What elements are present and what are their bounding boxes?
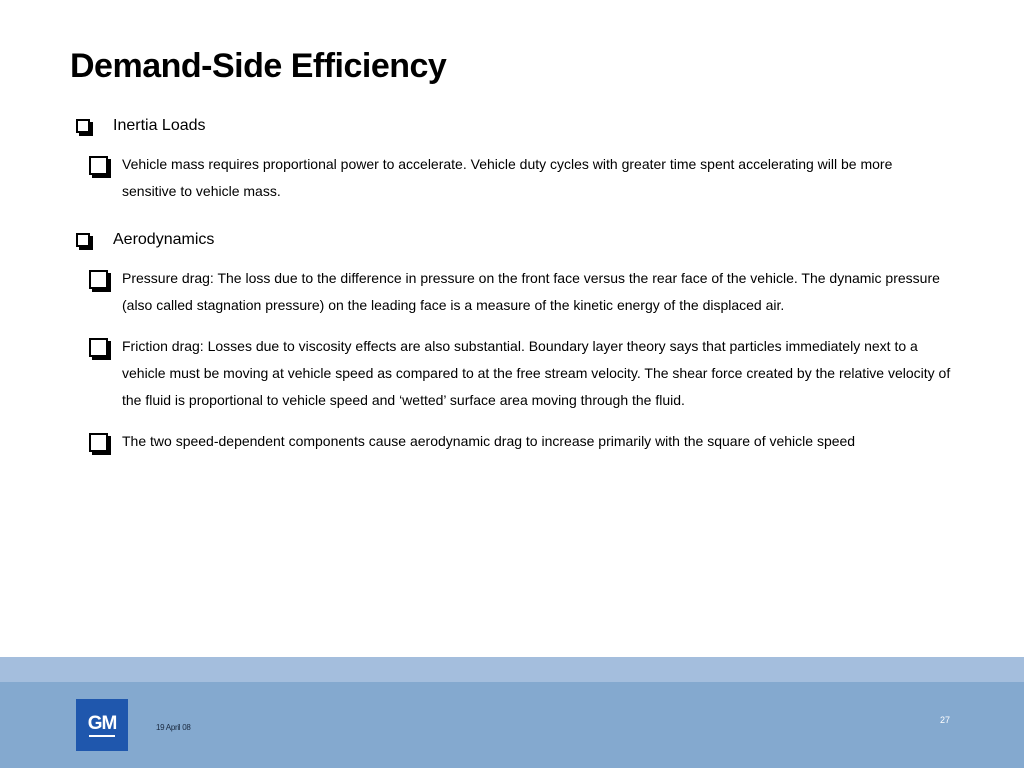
slide-title: Demand-Side Efficiency bbox=[70, 47, 447, 85]
item-pressure-drag: Pressure drag: The loss due to the difference in pressure on the front face versus the rear face of the vehicle. The dynamic pressure (also called stagnation pressure) on the leading face is a measure of the kinetic energy of the displaced air. bbox=[122, 270, 940, 313]
footer-band-light bbox=[0, 657, 1024, 682]
bullet-vehicle-mass bbox=[89, 156, 939, 205]
gm-logo-underline bbox=[89, 735, 115, 737]
bullet-inertia-loads bbox=[76, 116, 206, 136]
bullet-friction-drag bbox=[89, 338, 964, 414]
bullet-pressure-drag bbox=[89, 270, 969, 319]
checkbox-bullet-icon bbox=[76, 233, 90, 247]
footer-date: 19 April 08 bbox=[156, 723, 191, 732]
checkbox-bullet-icon bbox=[89, 156, 108, 175]
checkbox-bullet-icon bbox=[89, 338, 108, 357]
checkbox-bullet-icon bbox=[89, 433, 108, 452]
section-heading-aerodynamics: Aerodynamics bbox=[113, 231, 215, 248]
page-number: 27 bbox=[940, 715, 951, 725]
gm-logo bbox=[76, 699, 128, 751]
footer-band-dark bbox=[0, 682, 1024, 768]
checkbox-bullet-icon bbox=[89, 270, 108, 289]
gm-logo-text: GM bbox=[87, 712, 117, 734]
section-heading-inertia-loads: Inertia Loads bbox=[113, 117, 206, 134]
bullet-aerodynamics bbox=[76, 230, 214, 250]
bullet-speed-dependent bbox=[89, 433, 979, 455]
item-vehicle-mass: Vehicle mass requires proportional power to accelerate. Vehicle duty cycles with greater time spent accelerating will be more sensitive to vehicle mass. bbox=[122, 156, 893, 199]
item-friction-drag: Friction drag: Losses due to viscosity effects are also substantial. Boundary layer theory says that particles immediately next to a vehicle must be moving at vehicle speed as compared to at the free stream velocity. The shear force created by the relative velocity of the fluid is proportional to vehicle speed and ‘wetted’ surface area moving through the fluid. bbox=[122, 338, 951, 408]
checkbox-bullet-icon bbox=[76, 119, 90, 133]
item-speed-dependent: The two speed-dependent components cause aerodynamic drag to increase primarily with the square of vehicle speed bbox=[122, 433, 856, 449]
